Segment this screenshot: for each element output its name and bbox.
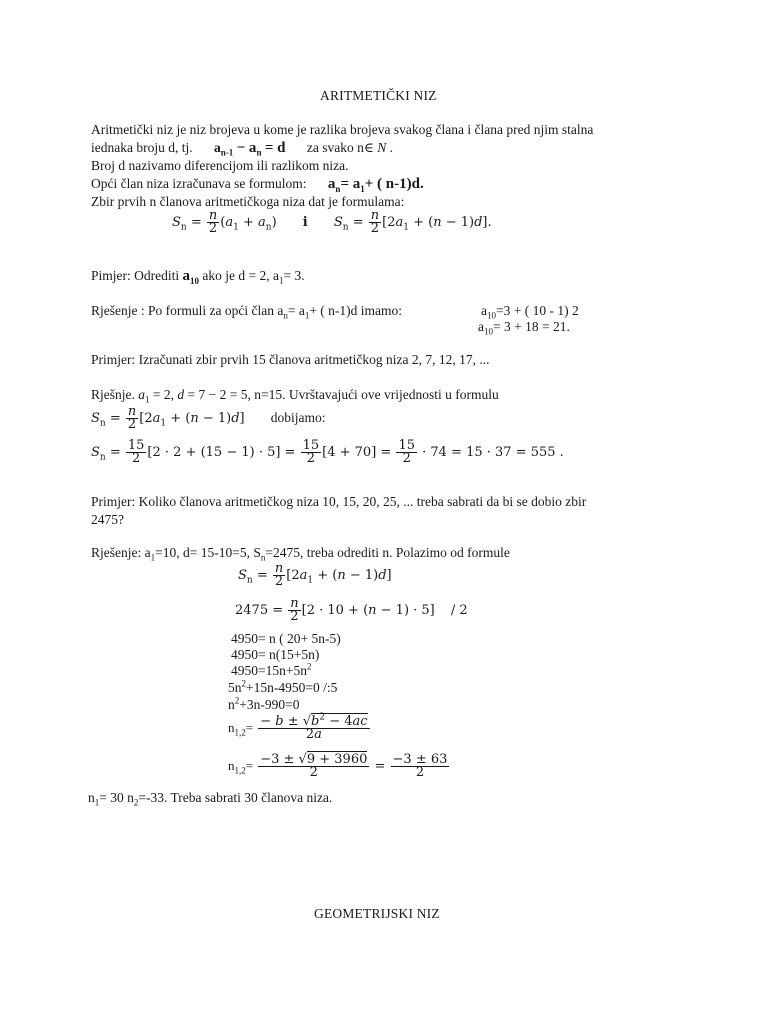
example-3-conclusion: $n_1= 30$ $n_2=-33$. Treba sabrati 30 članova niza. bbox=[88, 790, 333, 808]
example-3-solution: Rješenje: $a_1=10$, d= 15-10=5, $S_n=2475$, treba odrediti n. Polazimo od formule bbox=[91, 545, 510, 563]
section-title-arithmetic: ARITMETIČKI NIZ bbox=[320, 88, 437, 103]
general-term-formula: $a_n= a_1+$ ( n-1)d. bbox=[327, 176, 424, 194]
intro-line-5: Zbir prvih n članova aritmetičkoga niza dat je formulama: bbox=[91, 194, 405, 209]
example-3-problem-line-1: Primjer: Koliko članova aritmetičkog niza 10, 15, 20, 25, ... treba sabrati da bi se dobio zbir bbox=[91, 494, 587, 509]
difference-formula: $a_{n-1} - a_n = d$ bbox=[213, 140, 286, 158]
dobijamo-text: dobijamo: bbox=[270, 410, 326, 425]
intro-line-2 bbox=[91, 140, 393, 156]
example-2-result: $S_n$ = $\frac{15}{2}$ [2 · 2 + (15 − 1) · 5] = $\frac{15}{2}$ [4 + 70] = $\frac{15}{2}$ · 74 = 15 · 37 = 555 . bbox=[91, 438, 564, 466]
example-3-step-5: $4950=15n+5n^2$ bbox=[231, 661, 312, 678]
example-1-step-2: $a_{10}= 3 + 18 = 21$. bbox=[478, 319, 570, 337]
example-2-formula: $S_n$ = $\frac{n}{2}$ $[2a_1 + (n - 1)d]$ dobijamo: bbox=[91, 404, 326, 432]
intro-line-4 bbox=[91, 176, 424, 192]
intro-line-3: Broj d nazivamo diferencijom ili razlikom niza. bbox=[91, 158, 349, 173]
example-3-roots: $n_{1,2}=$ $\frac{-3 \pm √9 + 3960}{2}$ = $\frac{-3 \pm 63}{2}$ bbox=[228, 752, 448, 780]
example-3-step-1: $S_n$ = $\frac{n}{2}$ $[2a_1 + (n - 1)d]$ bbox=[238, 561, 392, 589]
example-3-problem-line-2: 2475? bbox=[91, 512, 124, 527]
intro-line-2-text: iednaka broju d, tj. bbox=[91, 140, 193, 155]
intro-line-4-text: Opći član niza izračunava se formulom: bbox=[91, 176, 307, 191]
sum-formulas: $S_n$ = $\frac{n}{2}$ $(a_1 + a_n)$ i $S_n$ = $\frac{n}{2}$ $[2a_1 + (n - 1)d]$. bbox=[172, 208, 492, 236]
example-3-step-7: $n^2+3n-990=0$ bbox=[228, 695, 300, 712]
example-2-problem: Primjer: Izračunati zbir prvih 15 članova aritmetičkog niza 2, 7, 12, 17, ... bbox=[91, 352, 490, 367]
example-1-problem: Pimjer: Odrediti $a_{10}$ ako je d = 2, $a_1= 3$. bbox=[91, 268, 305, 286]
example-1-solution: Rješenje : Po formuli za opći član $a_n= a_1+$ ( n-1)d imamo: bbox=[91, 303, 403, 321]
quadratic-formula: $n_{1,2}=$ $\frac{- b \pm √b^2 - 4ac}{2a}$ bbox=[228, 712, 368, 742]
example-3-step-6: $5n^2+15n-4950=0$ /:5 bbox=[228, 678, 338, 695]
example-3-step-2: 2475 = $\frac{n}{2}$ [2 · 10 + (n − 1) · 5] / 2 bbox=[235, 596, 468, 624]
example-3-step-4: 4950= n(15+5n) bbox=[231, 647, 320, 662]
intro-line-1: Aritmetički niz je niz brojeva u kome je razlika brojeva svakog člana i člana pred njim stalna bbox=[91, 122, 594, 137]
section-title-geometric: GEOMETRIJSKI NIZ bbox=[314, 906, 440, 921]
example-1-step-1: $a_{10}=3$ + ( 10 - 1) 2 bbox=[481, 303, 579, 321]
example-2-solution: Rješnje. $a_1 = 2$, d = 7 − 2 = 5, n=15. Uvrštavajući ove vrijednosti u formulu bbox=[91, 387, 499, 405]
intro-line-2-suffix: za svako n∈ N . bbox=[306, 140, 393, 155]
sum-connector: i bbox=[302, 215, 308, 230]
example-3-step-3: 4950= n ( 20+ 5n-5) bbox=[231, 631, 341, 646]
